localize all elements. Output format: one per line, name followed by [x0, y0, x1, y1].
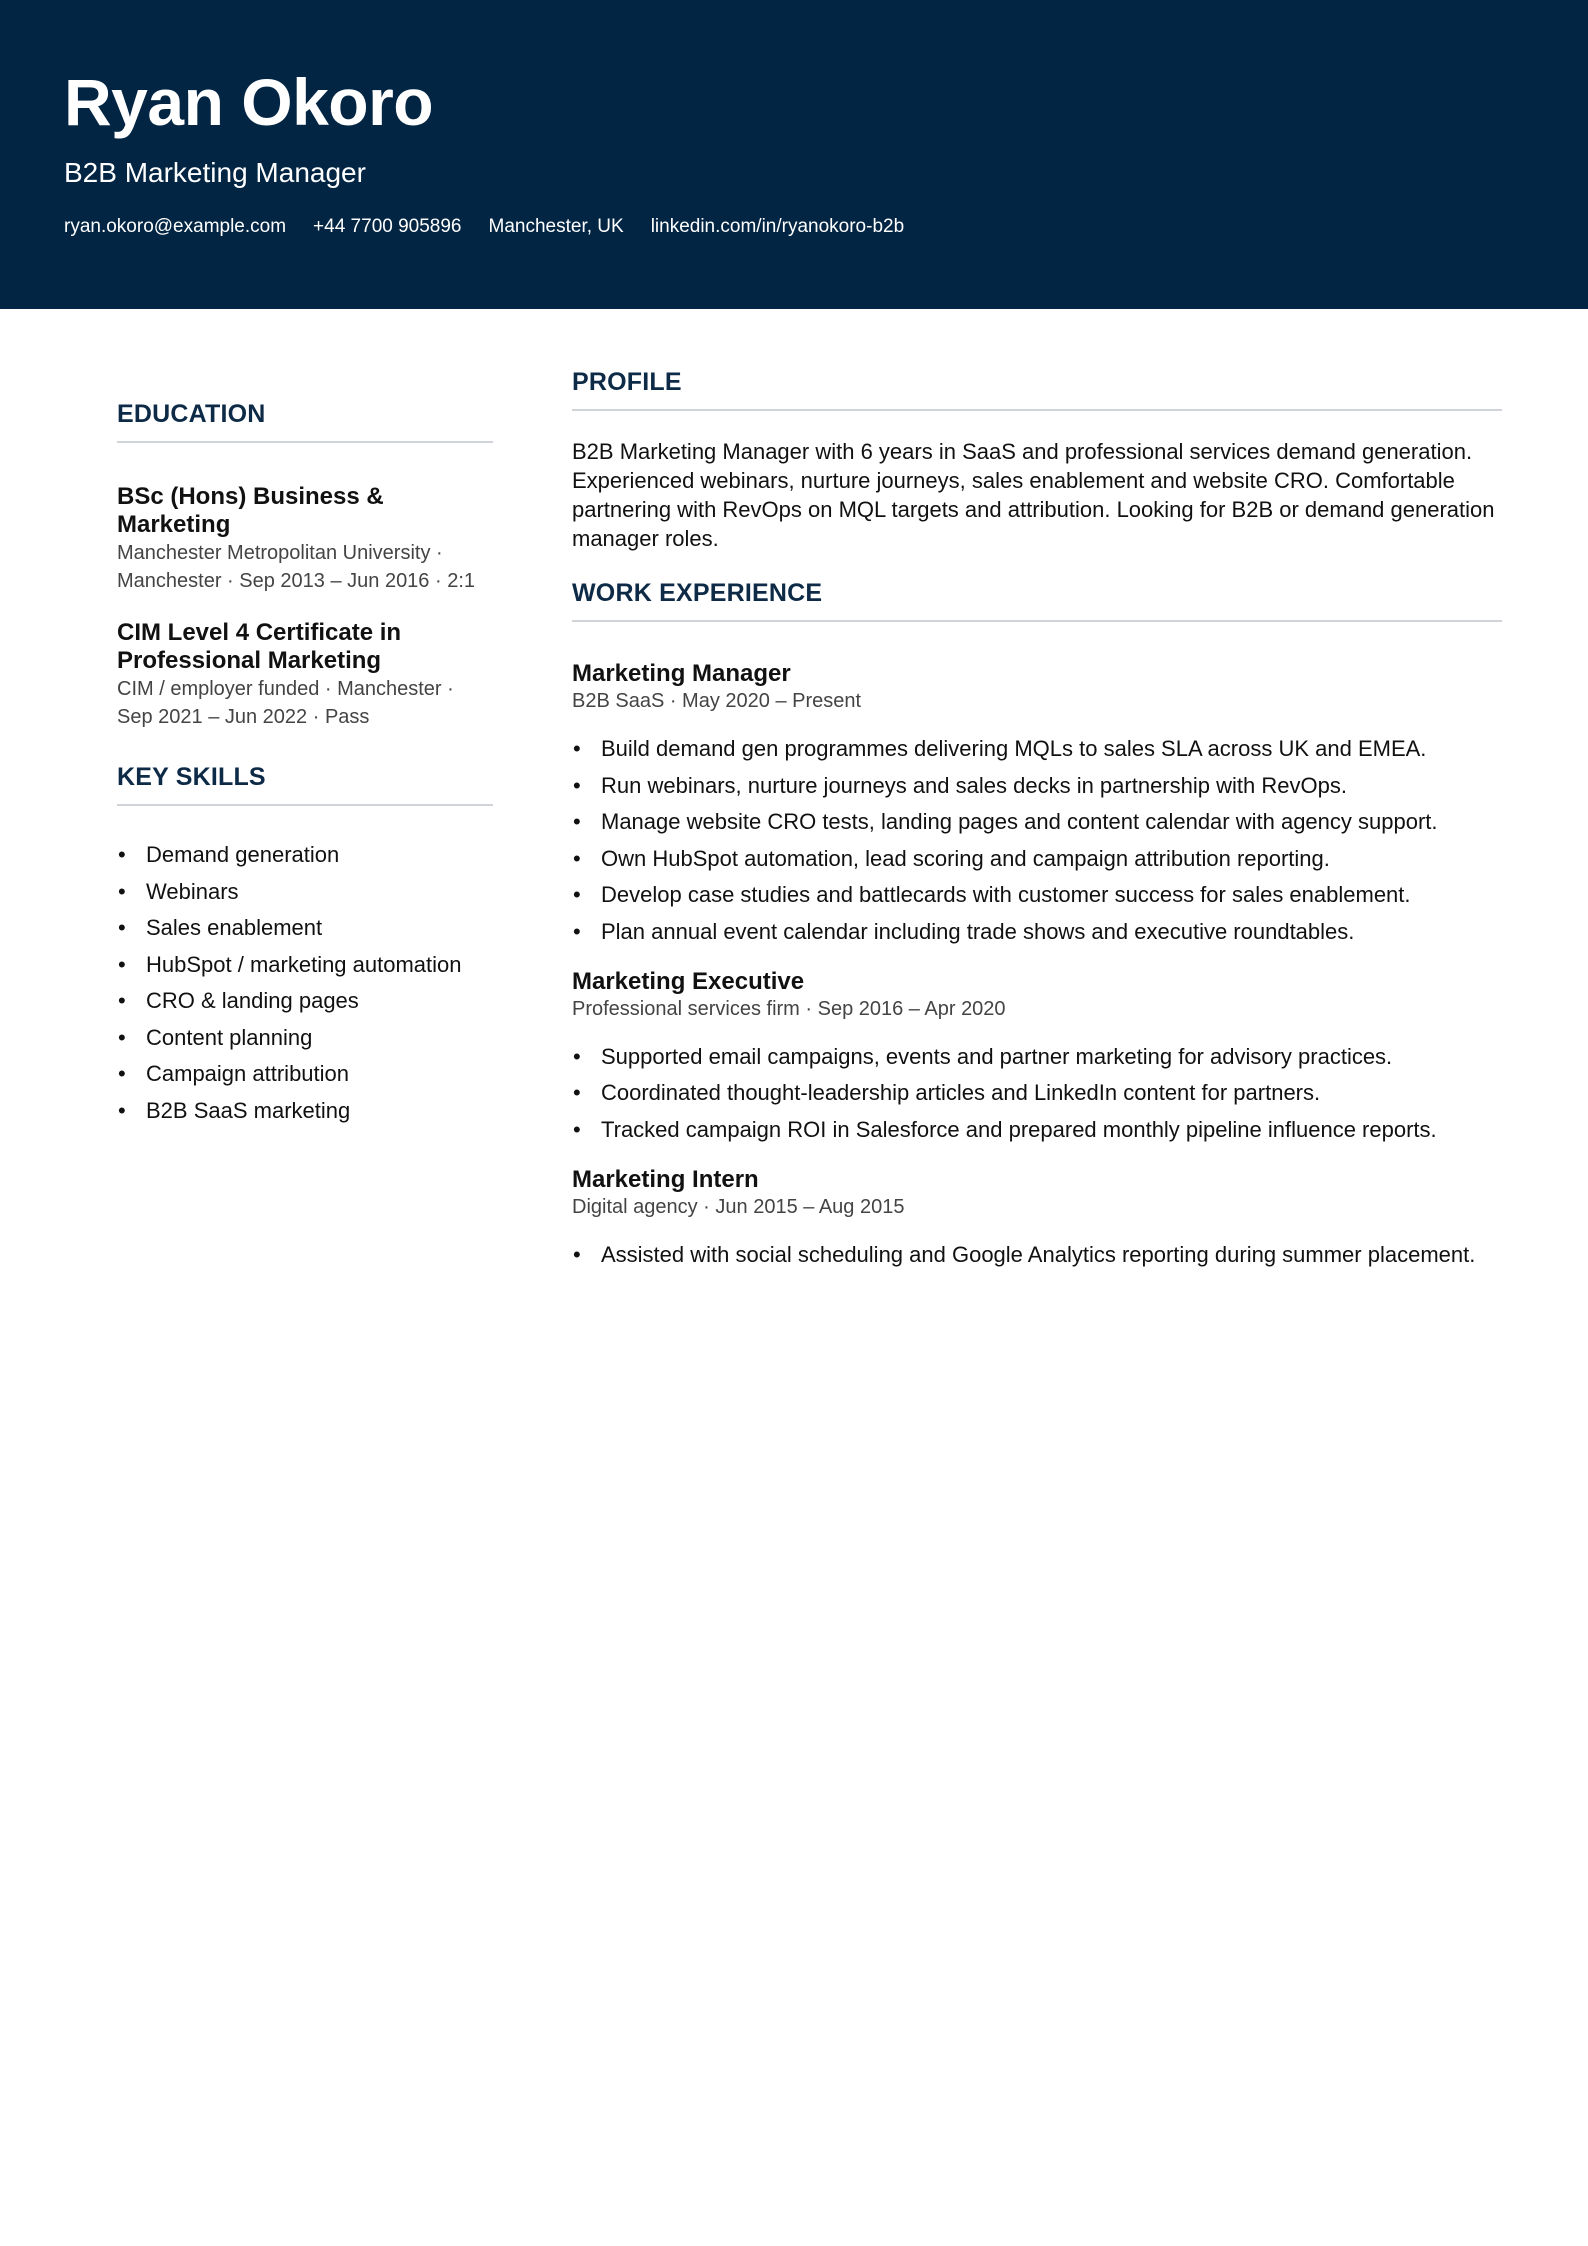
- job-title: Marketing Manager: [572, 660, 791, 687]
- job-bullet: • Own HubSpot automation, lead scoring and campaign attribution reporting.: [572, 844, 1502, 873]
- header-banner: [0, 0, 1588, 309]
- candidate-role: B2B Marketing Manager: [64, 157, 366, 188]
- skill-item: • HubSpot / marketing automation: [117, 950, 493, 979]
- education-item-title: CIM Level 4 Certificate in Professional Marketing: [117, 619, 402, 674]
- left-column: [117, 398, 493, 1125]
- skill-item: • Content planning: [117, 1023, 493, 1052]
- experience-section: [572, 577, 1502, 1269]
- profile-summary: B2B Marketing Manager with 6 years in SaaS and professional services demand generation. Experienced webinars, nurture journeys, sales enablement and website CRO. Comfortable partnering with RevOps on MQL targets and attribution. Looking for B2B or demand generation manager roles.: [572, 439, 1495, 551]
- job-bullet: • Assisted with social scheduling and Google Analytics reporting during summer placement.: [572, 1240, 1502, 1269]
- skill-item: • Campaign attribution: [117, 1059, 493, 1088]
- job-bullets: [572, 734, 1502, 946]
- section-divider: [117, 441, 493, 443]
- contact-phone[interactable]: +44 7700 905896: [313, 216, 462, 237]
- job-bullet: • Run webinars, nurture journeys and sales decks in partnership with RevOps.: [572, 771, 1502, 800]
- skill-item: • Webinars: [117, 877, 493, 906]
- job-bullet: • Manage website CRO tests, landing pages and content calendar with agency support.: [572, 807, 1502, 836]
- job-meta: Professional services firm · Sep 2016 – Apr 2020: [572, 997, 1006, 1020]
- section-divider: [572, 409, 1502, 411]
- profile-section: [572, 366, 1502, 553]
- job-meta: B2B SaaS · May 2020 – Present: [572, 690, 862, 712]
- job-title: Marketing Intern: [572, 1165, 759, 1193]
- section-divider: [117, 804, 493, 806]
- contact-location: Manchester, UK: [488, 216, 624, 237]
- job-bullet: • Supported email campaigns, events and partner marketing for advisory practices.: [572, 1042, 1502, 1071]
- job-entry: [572, 660, 1502, 946]
- skill-item: • Demand generation: [117, 840, 493, 869]
- skill-item: • Sales enablement: [117, 913, 493, 942]
- skills-heading: KEY SKILLS: [117, 763, 266, 791]
- education-item: [117, 619, 493, 731]
- job-title: Marketing Executive: [572, 967, 805, 995]
- job-bullet: • Plan annual event calendar including trade shows and executive roundtables.: [572, 917, 1502, 946]
- skills-section: [117, 761, 493, 1125]
- job-entry: [572, 968, 1502, 1144]
- job-bullets: [572, 1240, 1502, 1269]
- education-item-title: BSc (Hons) Business & Marketing: [117, 483, 384, 538]
- experience-heading: WORK EXPERIENCE: [572, 579, 823, 607]
- job-meta: Digital agency · Jun 2015 – Aug 2015: [572, 1195, 905, 1218]
- contact-linkedin[interactable]: linkedin.com/in/ryanokoro-b2b: [650, 216, 905, 237]
- job-entry: [572, 1166, 1502, 1269]
- education-item-meta: Manchester Metropolitan University · Manchester · Sep 2013 – Jun 2016 · 2:1: [117, 542, 476, 592]
- job-bullet: • Coordinated thought-leadership articles and LinkedIn content for partners.: [572, 1078, 1502, 1107]
- candidate-name: Ryan Okoro: [64, 65, 434, 139]
- job-bullets: [572, 1042, 1502, 1144]
- job-bullet: • Develop case studies and battlecards with customer success for sales enablement.: [572, 880, 1502, 909]
- education-section: [117, 398, 493, 731]
- skills-list: [117, 840, 493, 1125]
- skill-item: • CRO & landing pages: [117, 986, 493, 1015]
- education-heading: EDUCATION: [117, 400, 266, 428]
- section-divider: [572, 620, 1502, 622]
- right-column: [572, 366, 1502, 1269]
- contact-row: [64, 214, 904, 240]
- job-bullet: • Tracked campaign ROI in Salesforce and prepared monthly pipeline influence reports.: [572, 1115, 1502, 1144]
- profile-heading: PROFILE: [572, 368, 682, 396]
- education-item-meta: CIM / employer funded · Manchester · Sep 2021 – Jun 2022 · Pass: [117, 678, 454, 728]
- contact-email[interactable]: ryan.okoro@example.com: [64, 216, 287, 237]
- skill-item: • B2B SaaS marketing: [117, 1096, 493, 1125]
- job-bullet: • Build demand gen programmes delivering MQLs to sales SLA across UK and EMEA.: [572, 734, 1502, 763]
- education-item: [117, 483, 493, 595]
